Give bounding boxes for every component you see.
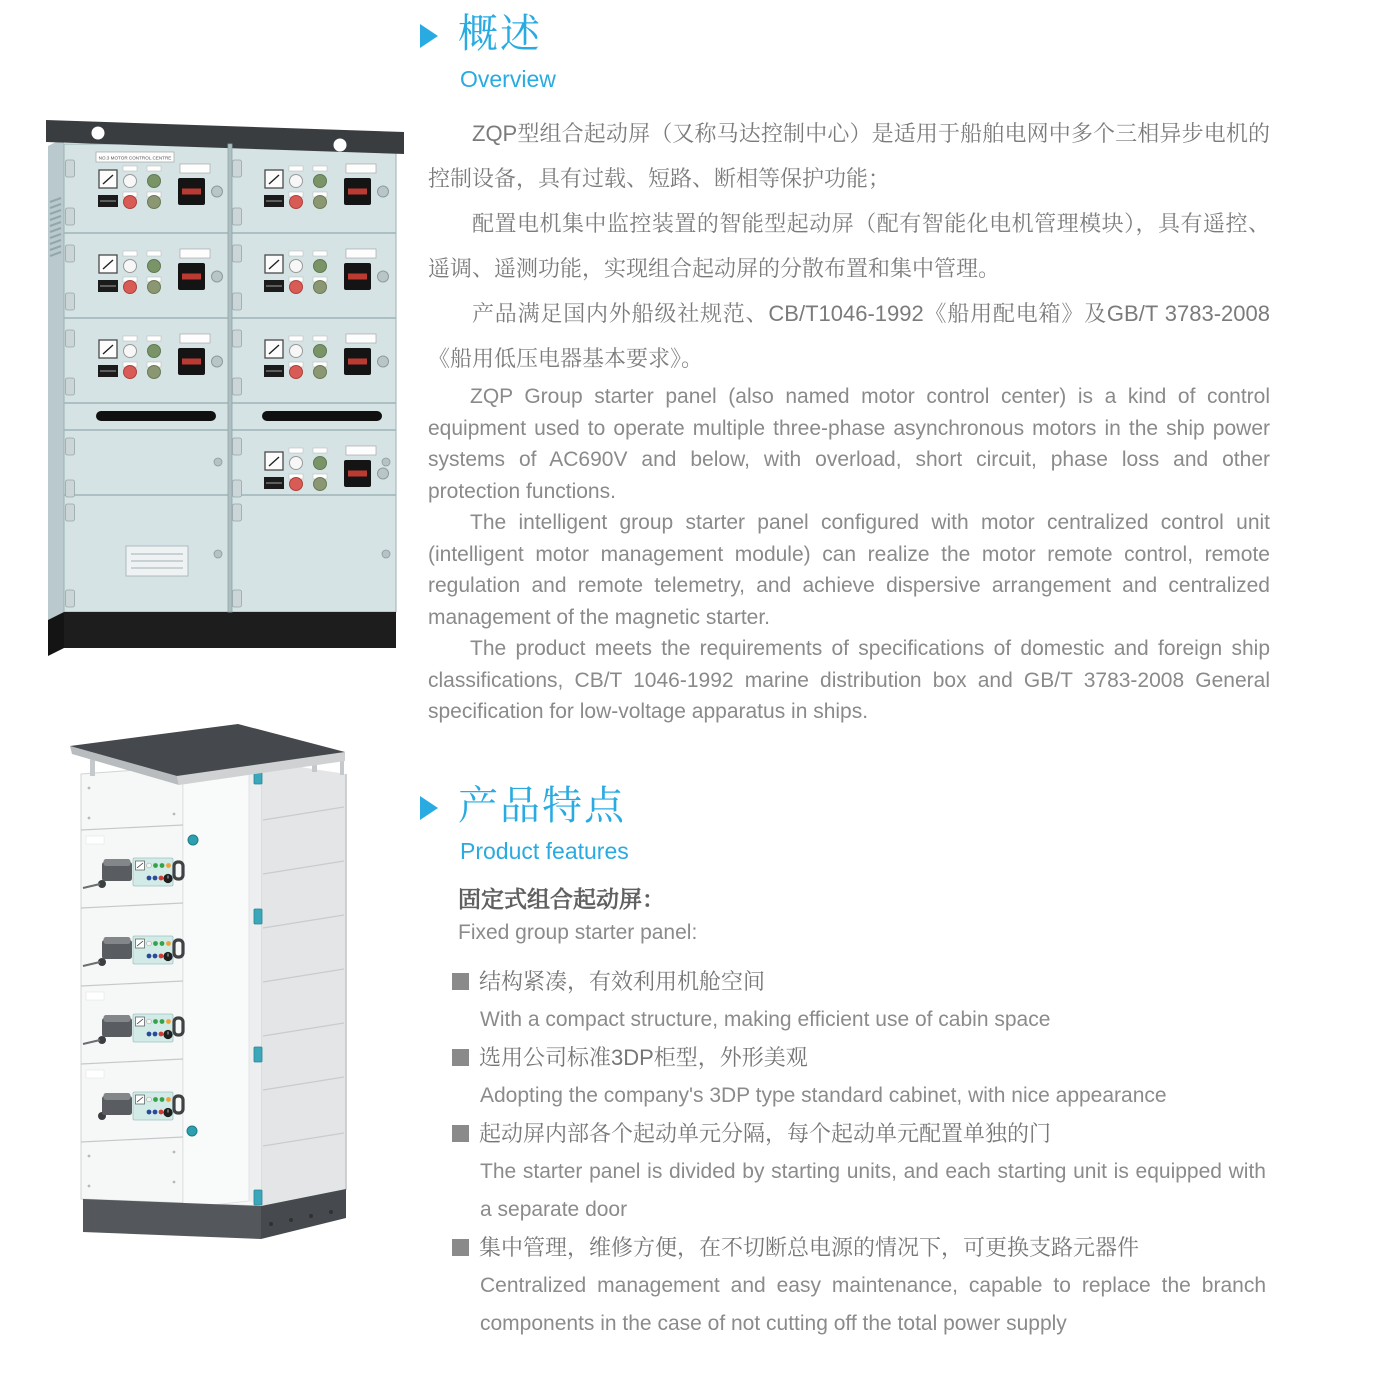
square-bullet-icon (452, 973, 469, 990)
overview-paragraph-en: The intelligent group starter panel configured with motor centralized control unit (intelligent motor management module) can realize the motor remote control, remote regulation and remote telemetry, and achieve dispersive arrangement and centralized management of the magnetic starter. (428, 511, 1270, 629)
cabinet-front-face (81, 761, 261, 1208)
panel-nameplate (96, 152, 174, 162)
door-knob-icon (187, 1126, 197, 1136)
section-marker-triangle-icon (420, 24, 438, 48)
feature-item (452, 1229, 1266, 1343)
feature-text-en: With a compact structure, making efficient use of cabin space (480, 1007, 1051, 1031)
panel-nameplate-text: NO.3 MOTOR CONTROL CENTRE (98, 155, 172, 161)
cabinet-side-face (261, 761, 346, 1206)
feature-text-cn: 选用公司标准3DP柜型，外形美观 (479, 1044, 808, 1070)
starter-panel-illustration (42, 106, 410, 678)
feature-item (452, 963, 1266, 1039)
feature-item (452, 1115, 1266, 1229)
features-subtitle-en: Fixed group starter panel: (458, 920, 698, 944)
overview-paragraph-cn: 产品满足国内外船级社规范、CB/T1046-1992《船用配电箱》及GB/T 3783-2008《船用低压电器基本要求》。 (428, 301, 1270, 371)
feature-list (452, 963, 1266, 1343)
rating-plate (126, 546, 188, 576)
overview-section (418, 10, 1274, 728)
section-marker-triangle-icon (420, 796, 438, 820)
features-title-en: Product features (460, 837, 629, 864)
square-bullet-icon (452, 1049, 469, 1066)
cabinet-plinth (48, 612, 396, 656)
square-bullet-icon (452, 1239, 469, 1256)
overview-paragraph-cn: ZQP型组合起动屏（又称马达控制中心）是适用于船舶电网中多个三相异步电机的控制设备，具有过载、短路、断相等保护功能； (428, 121, 1270, 191)
cabinet-3d-illustration (56, 712, 378, 1274)
product-photo-starter-panel (42, 106, 410, 678)
feature-text-cn: 起动屏内部各个起动单元分隔，每个起动单元配置单独的门 (479, 1120, 1052, 1146)
features-subtitle-cn: 固定式组合起动屏： (458, 885, 665, 912)
product-photo-3dp-cabinet (56, 712, 378, 1274)
overview-paragraph-cn: 配置电机集中监控装置的智能型起动屏（配有智能化电机管理模块），具有遥控、遥调、遥测功能，实现组合起动屏的分散布置和集中管理。 (428, 211, 1270, 281)
features-title-cn: 产品特点 (458, 783, 626, 828)
feature-text-cn: 结构紧凑，有效利用机舱空间 (479, 968, 766, 994)
features-section (418, 782, 1274, 1343)
feature-text-en: The starter panel is divided by starting units, and each starting unit is equipped with a separate door (480, 1159, 1266, 1221)
feature-text-en: Centralized management and easy maintenance, capable to replace the branch components in the case of not cutting off the total power supply (480, 1273, 1266, 1335)
square-bullet-icon (452, 1125, 469, 1142)
content-column (418, 10, 1274, 1343)
feature-text-en: Adopting the company's 3DP type standard cabinet, with nice appearance (480, 1083, 1167, 1107)
feature-text-cn: 集中管理，维修方便，在不切断总电源的情况下，可更换支路元器件 (479, 1234, 1140, 1260)
door-knob-icon (188, 835, 198, 845)
column-divider (228, 144, 232, 612)
cabinet-side-panel (48, 138, 64, 646)
feature-item (452, 1039, 1266, 1115)
overview-paragraph-en: ZQP Group starter panel (also named motor control center) is a kind of control equipment used to operate multiple three-phase asynchronous motors in the ship power systems of AC690V and below, with overload, short circuit, phase loss and other protection functions. (428, 385, 1270, 503)
overview-title-en: Overview (460, 66, 556, 92)
overview-title-cn: 概述 (458, 12, 542, 56)
overview-paragraph-en: The product meets the requirements of specifications of domestic and foreign ship classifications, CB/T 1046-1992 marine distribution box and GB/T 3783-2008 General specification for low-voltage apparatus in ships. (428, 637, 1270, 723)
